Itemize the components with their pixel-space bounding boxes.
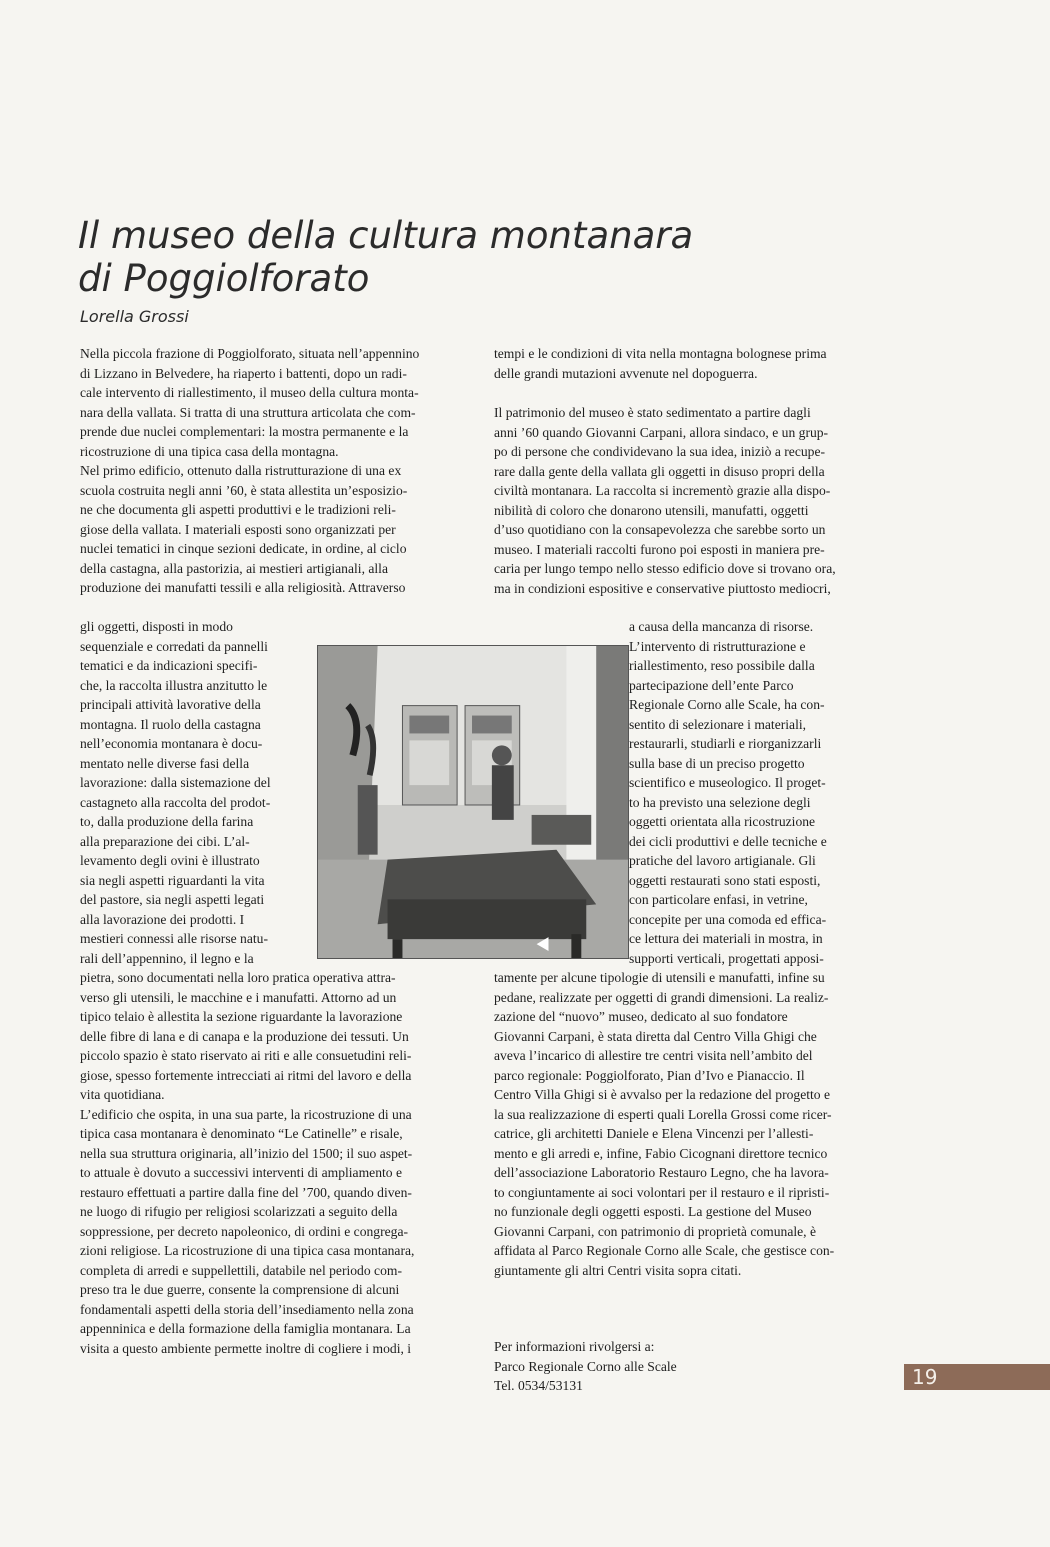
text-line: levamento degli ovini è illustrato — [80, 853, 260, 868]
text-line: caria per lungo tempo nello stesso edificio dove si trovano ora, — [494, 561, 836, 576]
text-line: tamente per alcune tipologie di utensili e manufatti, infine su — [494, 970, 825, 985]
text-line: aveva l’incarico di allestire tre centri visita nell’ambito del — [494, 1048, 813, 1063]
text-line: concepite per una comoda ed effica- — [629, 911, 827, 927]
text-line: prende due nuclei complementari: la mostra permanente e la — [80, 424, 409, 439]
text-line: alla lavorazione dei prodotti. I — [80, 911, 245, 927]
text-line: Giovanni Carpani, è stata diretta dal Centro Villa Ghigi che — [494, 1028, 817, 1044]
text-line: sia negli aspetti riguardanti la vita — [80, 872, 265, 888]
text-line: no funzionale degli oggetti esposti. La gestione del Museo — [494, 1204, 812, 1219]
text-line: ne che documenta gli aspetti produttivi e le tradizioni reli- — [80, 502, 396, 517]
text-line: ma in condizioni espositive e conservative piuttosto mediocri, — [494, 580, 831, 596]
contact-info — [494, 1337, 677, 1396]
text-line: pedane, realizzate per oggetti di grandi dimensioni. La realiz- — [494, 989, 829, 1005]
text-line: po di persone che condividevano la sua idea, iniziò a recupe- — [494, 444, 826, 459]
text-line: che, la raccolta illustra anzitutto le — [80, 677, 268, 693]
text-line: nara della vallata. Si tratta di una struttura articolata che com- — [80, 404, 416, 420]
text-line: Il patrimonio del museo è stato sedimentato a partire dagli — [494, 405, 811, 420]
text-line: affidata al Parco Regionale Corno alle Scale, che gestisce con- — [494, 1243, 835, 1258]
text-line: verso gli utensili, le macchine e i manufatti. Attorno ad un — [80, 989, 397, 1005]
left-column-top — [80, 344, 419, 598]
text-line: delle grandi mutazioni avvenute nel dopoguerra. — [494, 365, 758, 381]
text-line: Nella piccola frazione di Poggiolforato, situata nell’appennino — [80, 346, 420, 361]
text-line: parco regionale: Poggiolforato, Pian d’Ivo e Pianaccio. Il — [494, 1067, 805, 1083]
text-line: catrice, gli architetti Daniele e Elena Vincenzi per l’allesti- — [494, 1126, 814, 1141]
text-line: L’intervento di ristrutturazione e — [629, 638, 806, 654]
text-line: rali dell’appennino, il legno e la — [80, 950, 254, 966]
text-line: to congiuntamente ai soci volontari per il restauro e il ripristi- — [494, 1184, 830, 1200]
text-line: pietra, sono documentati nella loro pratica operativa attra- — [80, 970, 396, 985]
text-line: fondamentali aspetti della storia dell’insediamento nella zona — [80, 1301, 414, 1317]
text-line: dei cicli produttivi e delle tecniche e — [629, 833, 827, 849]
text-line: supporti verticali, progettati apposi- — [629, 950, 824, 966]
text-line: zazione del “nuovo” museo, dedicato al suo fondatore — [494, 1009, 788, 1024]
text-line: ricostruzione di una tipica casa della montagna. — [80, 443, 339, 459]
text-line: Per informazioni rivolgersi a: — [494, 1339, 655, 1354]
right-column-top — [494, 344, 827, 383]
text-line: ne luogo di rifugio per religiosi scolarizzati a seguito della — [80, 1204, 398, 1219]
text-line: mentato nelle diverse fasi della — [80, 755, 250, 771]
text-line: alla preparazione dei cibi. L’al- — [80, 833, 250, 849]
text-line: oggetti orientata alla ricostruzione — [629, 814, 816, 829]
text-line: to attuale è dovuto a successivi interventi di ampliamento e — [80, 1165, 403, 1180]
text-line: riallestimento, reso possibile dalla — [629, 658, 815, 673]
text-line: completa di arredi e suppellettili, databile nel periodo com- — [80, 1262, 402, 1278]
text-line: to, dalla produzione della farina — [80, 814, 254, 829]
text-line: cale intervento di riallestimento, il museo della cultura monta- — [80, 385, 419, 400]
text-line: zioni religiose. La ricostruzione di una tipica casa montanara, — [80, 1243, 415, 1258]
text-line: oggetti restaurati sono stati esposti, — [629, 872, 821, 888]
text-line: restaurarli, studiarli e riorganizzarli — [629, 736, 822, 751]
article-title — [78, 214, 838, 300]
text-line: giuntamente gli altri Centri visita sopra citati. — [494, 1262, 742, 1278]
text-line: nuclei tematici in cinque sezioni dedicate, in ordine, al ciclo — [80, 541, 407, 556]
text-line: Nel primo edificio, ottenuto dalla ristrutturazione di una ex — [80, 463, 402, 478]
page-number: 19 — [904, 1364, 1050, 1390]
text-line: con particolare enfasi, in vetrine, — [629, 892, 808, 907]
title-line-2: di Poggiolforato — [78, 257, 370, 300]
text-line: di Lizzano in Belvedere, ha riaperto i battenti, dopo un radi- — [80, 365, 407, 381]
title-line-1: Il museo della cultura montanara — [78, 214, 694, 257]
text-line: rare dalla gente della vallata gli oggetti in disuso propri della — [494, 463, 825, 479]
text-line: gli oggetti, disposti in modo — [80, 619, 233, 634]
text-line: ce lettura dei materiali in mostra, in — [629, 931, 823, 946]
text-line: nella sua struttura originaria, all’inizio del 1500; il suo aspet- — [80, 1145, 413, 1161]
text-line: scuola costruita negli anni ’60, è stata allestita un’esposizio- — [80, 482, 408, 498]
text-line: Giovanni Carpani, con patrimonio di proprietà comunale, è — [494, 1223, 817, 1239]
text-line: della castagna, alla pastorizia, ai mestieri artigianali, alla — [80, 560, 388, 576]
text-line: restauro effettuati a partire dalla fine del ’700, quando diven- — [80, 1184, 412, 1200]
text-line: produzione dei manufatti tessili e alla religiosità. Attraverso — [80, 580, 406, 595]
museum-interior-illustration — [318, 646, 628, 958]
text-line: anni ’60 quando Giovanni Carpani, allora sindaco, e un grup- — [494, 424, 829, 440]
text-line: Tel. 0534/53131 — [494, 1378, 583, 1393]
text-line: delle fibre di lana e di canapa e la produzione dei tessuti. Un — [80, 1028, 409, 1044]
text-line: visita a questo ambiente permette inoltre di cogliere i modi, i — [80, 1340, 412, 1356]
text-line: nibilità di coloro che donarono utensili, manufatti, oggetti — [494, 502, 809, 518]
text-line: principali attività lavorative della — [80, 697, 261, 712]
text-line: pratiche del lavoro artigianale. Gli — [629, 853, 816, 868]
text-line: lavorazione: dalla sistemazione del — [80, 775, 271, 790]
right-column-bottom — [494, 968, 834, 1280]
text-line: a causa della mancanza di risorse. — [629, 619, 814, 634]
text-line: sentito di selezionare i materiali, — [629, 716, 807, 732]
text-line: sulla base di un preciso progetto — [629, 755, 805, 771]
text-line: partecipazione dell’ente Parco — [629, 677, 794, 693]
text-line: sequenziale e corredati da pannelli — [80, 638, 268, 654]
text-line: castagneto alla raccolta del prodot- — [80, 794, 271, 810]
text-line: L’edificio che ospita, in una sua parte, la ricostruzione di una — [80, 1106, 412, 1122]
text-line: scientifico e museologico. Il proget- — [629, 775, 826, 790]
text-line: Centro Villa Ghigi si è avvalso per la redazione del progetto e — [494, 1087, 831, 1102]
text-line: tematici e da indicazioni specifi- — [80, 658, 258, 673]
text-line: to ha previsto una selezione degli — [629, 794, 811, 810]
left-column-bottom — [80, 968, 414, 1358]
text-line: soppressione, per decreto napoleonico, di ordini e congrega- — [80, 1223, 409, 1239]
text-line: tipica casa montanara è denominato “Le Catinelle” e risale, — [80, 1126, 403, 1141]
text-line: giose della vallata. I materiali esposti sono organizzati per — [80, 521, 396, 537]
text-line: Regionale Corno alle Scale, ha con- — [629, 697, 825, 712]
text-line: vita quotidiana. — [80, 1087, 165, 1102]
text-line: dell’associazione Laboratorio Restauro Legno, che ha lavora- — [494, 1165, 829, 1180]
text-line: giose, spesso fortemente intrecciati ai ritmi del lavoro e della — [80, 1067, 412, 1083]
left-column-narrow — [80, 617, 271, 968]
text-line: del pastore, sia negli aspetti legati — [80, 892, 265, 907]
right-column-narrow — [629, 617, 827, 968]
text-line: tipico telaio è allestita la sezione riguardante la lavorazione — [80, 1009, 403, 1024]
text-line: nell’economia montanara è docu- — [80, 736, 263, 751]
text-line: museo. I materiali raccolti furono poi esposti in maniera pre- — [494, 541, 825, 557]
text-line: montagna. Il ruolo della castagna — [80, 716, 261, 732]
text-line: Parco Regionale Corno alle Scale — [494, 1358, 677, 1374]
text-line: civiltà montanara. La raccolta si incrementò grazie alla dispo- — [494, 483, 831, 498]
text-line: appenninica e della formazione della famiglia montanara. La — [80, 1321, 411, 1336]
text-line: mento e gli arredi e, infine, Fabio Cicognani direttore tecnico — [494, 1145, 828, 1161]
text-line: d’uso quotidiano con la consapevolezza che sarebbe sorto un — [494, 522, 826, 537]
text-line: la sua realizzazione di esperti quali Lorella Grossi come ricer- — [494, 1106, 832, 1122]
text-line: tempi e le condizioni di vita nella montagna bolognese prima — [494, 346, 827, 361]
right-column-mid — [494, 403, 836, 598]
author-byline: Lorella Grossi — [80, 307, 189, 326]
text-line: piccolo spazio è stato riservato ai riti e alle consuetudini reli- — [80, 1048, 412, 1063]
museum-photo — [317, 645, 629, 959]
text-line: mestieri connessi alle risorse natu- — [80, 931, 268, 946]
text-line: preso tra le due guerre, consente la comprensione di alcuni — [80, 1282, 400, 1297]
